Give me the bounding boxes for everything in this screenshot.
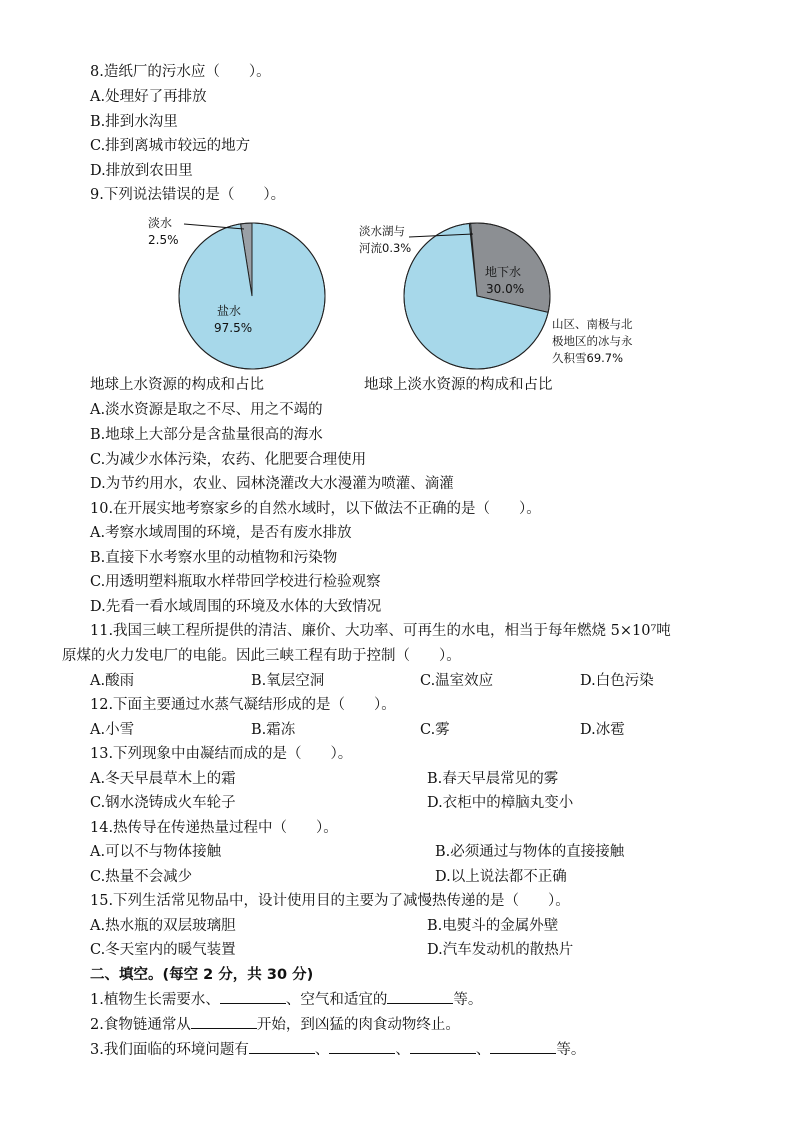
pie-left-value-saltwater: 97.5% [214,321,253,335]
pie-left-label-freshwater: 淡水 [148,216,173,230]
question-12-option-d: D.冰雹 [580,722,625,738]
question-15-option-c: C.冬天室内的暖气装置 [90,942,236,958]
pie-right-label-ice-l3: 久积雪69.7% [552,351,624,365]
question-9-option-a: A.淡水资源是取之不尽、用之不竭的 [90,402,323,418]
question-11-option-d: D.白色污染 [580,673,654,689]
question-11-stem-line1: 11.我国三峡工程所提供的清洁、廉价、大功率、可再生的水电，相当于每年燃烧 5×10⁷吨 [90,623,671,639]
fill-question-2 [90,1014,460,1035]
pie-left-slice-2 [179,223,325,369]
pie-right-label-lakes-l2: 河流0.3% [359,241,412,255]
pie-right-label-ice-l2: 极地区的冰与永 [552,334,633,348]
question-11-option-b: B.氧层空洞 [251,673,325,689]
fill-3-blank-1[interactable] [249,1039,315,1054]
question-15-option-a: A.热水瓶的双层玻璃胆 [90,918,236,934]
pie-chart-water-resources [140,212,340,372]
question-11-stem-line2: 原煤的火力发电厂的电能。因此三峡工程有助于控制（ ）。 [62,648,461,664]
pie-left-caption: 地球上水资源的构成和占比 [90,377,264,393]
pie-chart-freshwater-resources [355,212,685,372]
fill-3-blank-4[interactable] [490,1039,556,1054]
fill-1-blank-1[interactable] [220,989,286,1004]
question-15-stem: 15.下列生活常见物品中，设计使用目的主要为了减慢热传递的是（ ）。 [90,893,570,909]
question-13-option-b: B.春天早晨常见的雾 [427,771,559,787]
question-13-option-d: D.衣柜中的樟脑丸变小 [427,795,574,811]
question-14-option-d: D.以上说法都不正确 [435,869,567,885]
pie-right-label-groundwater: 地下水 [485,265,522,279]
fill-3-part1: 3.我们面临的环境问题有 [90,1042,249,1058]
question-15-option-d: D.汽车发动机的散热片 [427,942,574,958]
fill-3-blank-2[interactable] [329,1039,395,1054]
question-12-option-c: C.雾 [420,722,450,738]
fill-1-part3: 等。 [453,992,483,1008]
fill-3-sep-2: 、 [395,1042,410,1058]
question-14-option-a: A.可以不与物体接触 [90,844,222,860]
pie-left-value-freshwater: 2.5% [148,233,179,247]
question-9-option-d: D.为节约用水，农业、园林浇灌改大水漫灌为喷灌、滴灌 [90,476,454,492]
fill-1-part2: 、空气和适宜的 [285,992,388,1008]
fill-3-end: 等。 [556,1042,586,1058]
question-13-stem: 13.下列现象中由凝结而成的是（ ）。 [90,746,353,762]
pie-right-caption: 地球上淡水资源的构成和占比 [364,377,553,393]
question-13-option-a: A.冬天早晨草木上的霜 [90,771,236,787]
question-10-option-c: C.用透明塑料瓶取水样带回学校进行检验观察 [90,574,381,590]
question-10-option-a: A.考察水域周围的环境，是否有废水排放 [90,525,352,541]
question-10-option-d: D.先看一看水域周围的环境及水体的大致情况 [90,599,382,615]
question-14-option-c: C.热量不会减少 [90,869,193,885]
pie-left-label-saltwater: 盐水 [217,304,242,318]
question-10-option-b: B.直接下水考察水里的动植物和污染物 [90,550,338,566]
question-10-stem: 10.在开展实地考察家乡的自然水域时，以下做法不正确的是（ ）。 [90,501,541,517]
fill-2-blank-1[interactable] [191,1014,257,1029]
fill-3-sep-3: 、 [475,1042,491,1058]
question-12-stem: 12.下面主要通过水蒸气凝结形成的是（ ）。 [90,697,396,713]
pie-right-value-groundwater: 30.0% [486,282,525,296]
question-9-option-c: C.为减少水体污染，农药、化肥要合理使用 [90,452,367,468]
question-13-option-c: C.钢水浇铸成火车轮子 [90,795,236,811]
question-9-stem: 9.下列说法错误的是（ ）。 [90,187,286,203]
fill-question-3 [90,1039,585,1060]
question-11-option-c: C.温室效应 [420,673,494,689]
fill-3-blank-3[interactable] [410,1039,476,1054]
fill-2-part2: 开始，到凶猛的肉食动物终止。 [256,1017,460,1033]
question-9-option-b: B.地球上大部分是含盐量很高的海水 [90,427,323,443]
fill-1-blank-2[interactable] [387,989,453,1004]
question-14-option-b: B.必须通过与物体的直接接触 [435,844,625,860]
question-8-option-b: B.排到水沟里 [90,114,178,130]
question-14-stem: 14.热传导在传递热量过程中（ ）。 [90,820,338,836]
question-11-option-a: A.酸雨 [90,673,135,689]
pie-right-label-lakes-l1: 淡水湖与 [359,224,405,238]
question-8-option-c: C.排到离城市较远的地方 [90,138,251,154]
fill-1-part1: 1.植物生长需要水、 [90,992,220,1008]
question-8-option-d: D.排放到农田里 [90,163,193,179]
question-15-option-b: B.电熨斗的金属外壁 [427,918,559,934]
question-8-option-a: A.处理好了再排放 [90,89,207,105]
fill-2-part1: 2.食物链通常从 [90,1017,191,1033]
question-8-stem: 8.造纸厂的污水应（ ）。 [90,64,271,80]
question-12-option-b: B.霜冻 [251,722,296,738]
fill-question-1 [90,989,482,1010]
pie-right-label-ice-l1: 山区、南极与北 [552,317,633,331]
question-12-option-a: A.小雪 [90,722,135,738]
fill-3-sep-1: 、 [314,1042,330,1058]
section-2-title: 二、填空。(每空 2 分，共 30 分) [90,967,314,983]
